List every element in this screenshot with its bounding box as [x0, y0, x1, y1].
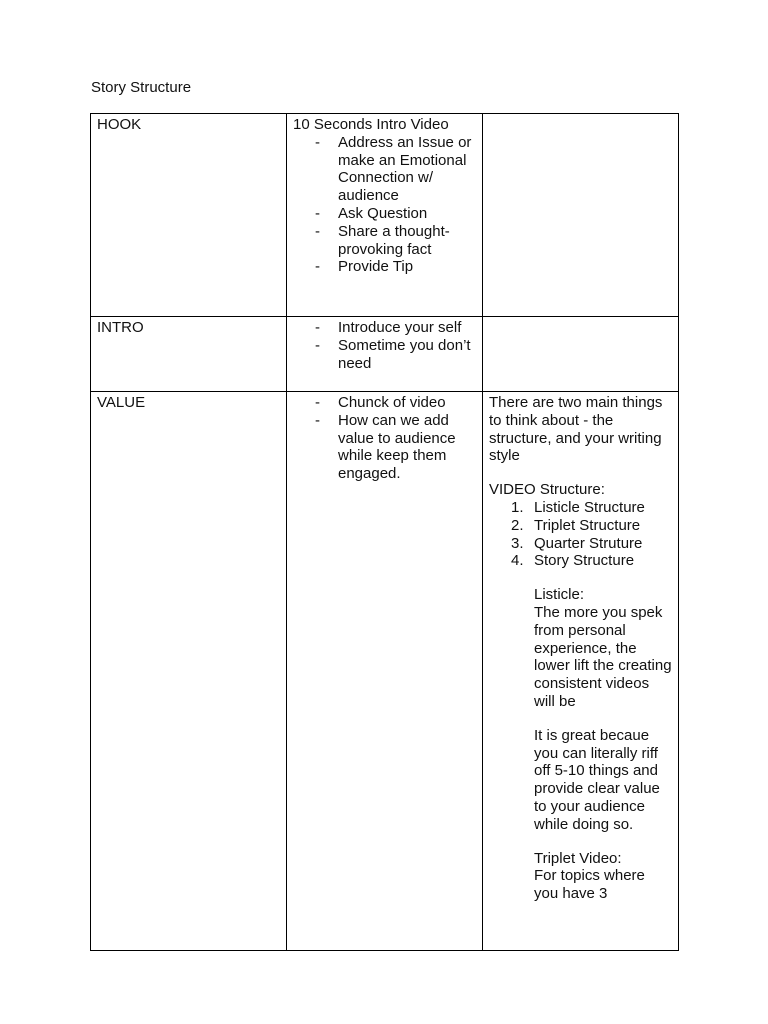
- list-item: [489, 517, 672, 535]
- listicle-heading: Listicle:: [534, 586, 585, 604]
- row-label: INTRO: [97, 319, 144, 336]
- list-item: - How can we add value to audience while keep them engaged.: [293, 412, 476, 483]
- triplet-heading: Triplet Video:: [534, 849, 622, 867]
- triplet-paragraph: For topics where you have 3: [534, 867, 645, 903]
- list-number: 1.: [511, 498, 524, 516]
- bullet-list: [293, 319, 476, 372]
- list-number: 4.: [511, 552, 524, 570]
- list-text: Listicle Structure: [534, 498, 645, 516]
- table-row-hook: [91, 114, 679, 317]
- story-structure-table: [90, 113, 679, 951]
- list-item: [489, 552, 672, 570]
- list-number: 3.: [511, 534, 524, 552]
- list-number: 2.: [511, 516, 524, 534]
- details-cell: [287, 114, 483, 317]
- list-item: - Share a thought-provoking fact: [293, 223, 476, 259]
- row-label: VALUE: [97, 394, 146, 411]
- list-item: - Provide Tip: [293, 258, 476, 276]
- bullet-list: [293, 134, 476, 276]
- structure-list: [489, 499, 672, 570]
- page-title: Story Structure: [91, 79, 192, 96]
- video-structure-heading: VIDEO Structure:: [489, 481, 605, 499]
- list-text: Triplet Structure: [534, 516, 641, 534]
- cell-heading: 10 Seconds Intro Video: [293, 116, 449, 133]
- row-label-cell: [91, 114, 287, 317]
- details-cell: [287, 392, 483, 951]
- notes-intro: There are two main things to think about - the structure, and your writing style: [489, 394, 663, 465]
- listicle-paragraph: It is great becaue you can literally riff off 5-10 things and provide clear value to your audience while doing so.: [534, 726, 660, 833]
- row-label-cell: [91, 392, 287, 951]
- bullet-list: [293, 394, 476, 483]
- listicle-paragraph: The more you spek from personal experience, the lower lift the creating consistent videos will be: [534, 603, 672, 710]
- list-item: - Introduce your self: [293, 319, 476, 337]
- list-item: - Sometime you don’t need: [293, 337, 476, 373]
- list-item: - Address an Issue or make an Emotional Connection w/ audience: [293, 134, 476, 205]
- table-row-intro: [91, 317, 679, 392]
- details-cell: [287, 317, 483, 392]
- list-item: [489, 535, 672, 553]
- list-text: Quarter Struture: [534, 534, 643, 552]
- table-row-value: [91, 392, 679, 951]
- list-text: Story Structure: [534, 552, 635, 570]
- row-label: HOOK: [97, 116, 142, 133]
- list-item: - Chunck of video: [293, 394, 476, 412]
- list-item: - Ask Question: [293, 205, 476, 223]
- notes-cell: [483, 114, 679, 317]
- row-label-cell: [91, 317, 287, 392]
- listicle-section: [489, 586, 672, 903]
- notes-cell: [483, 392, 679, 951]
- list-item: [489, 499, 672, 517]
- notes-cell: [483, 317, 679, 392]
